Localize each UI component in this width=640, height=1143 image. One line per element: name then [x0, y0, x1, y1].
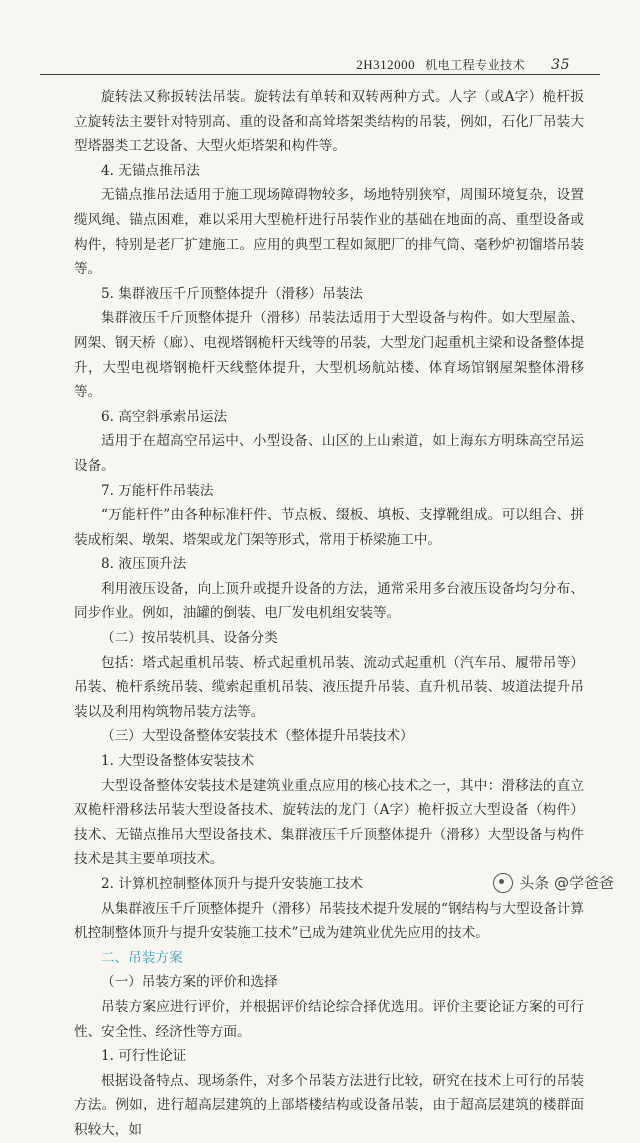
section-heading: 2. 计算机控制整体顶升与提升安装施工技术: [101, 876, 363, 892]
header-rule: [40, 74, 600, 75]
page-number: 35: [551, 57, 570, 73]
body-paragraph: 根据设备特点、现场条件，对多个吊装方法进行比较，研究在技术上可行的吊装方法。例如，进行超高层建筑的上部塔楼结构或设备吊装，由于超高层建筑的楼群面积较大，如: [74, 1072, 584, 1138]
header-block: [356, 56, 570, 73]
body-paragraph: 集群液压千斤顶整体提升（滑移）吊装法适用于大型设备与构件。如大型屋盖、网架、钢天桥（廊）、电视塔钢桅杆天线等的吊装，大型龙门起重机主梁和设备整体提升，大型电视塔钢桅杆天线整体提升，大型机场航站楼、体育场馆钢屋架整体滑移等。: [74, 310, 584, 401]
page-body: [74, 85, 584, 1143]
header-title: 机电工程专业技术: [425, 58, 526, 72]
body-paragraph: 无锚点推吊法适用于施工现场障碍物较多，场地特别狭窄，周围环境复杂，设置缆风绳、锚点困难，难以采用大型桅杆进行吊装作业的基础在地面的高、重型设备或构件，特别是老厂扩建施工。应用的典型工程如氮肥厂的排气筒、毫秒炉初馏塔吊装等。: [74, 187, 584, 278]
section-heading: 7. 万能杆件吊装法: [101, 482, 214, 499]
header-code: 2H312000: [356, 57, 416, 72]
body-paragraph: “万能杆件”由各种标准杆件、节点板、缀板、填板、支撑靴组成。可以组合、拼装成桁架、墩架、塔架或龙门架等形式，常用于桥梁施工中。: [74, 507, 584, 548]
section-heading: （三）大型设备整体安装技术（整体提升吊装技术）: [101, 728, 414, 745]
section-heading: 4. 无锚点推吊法: [101, 162, 200, 179]
section-heading: 1. 可行性论证: [101, 1048, 187, 1065]
section-heading: （二）按吊装机具、设备分类: [101, 630, 278, 647]
body-paragraph: 吊装方案应进行评价，并根据评价结论综合择优选用。评价主要论证方案的可行性、安全性、经济性等方面。: [74, 998, 584, 1040]
section-heading: 8. 液压顶升法: [101, 556, 187, 573]
running-header: [0, 56, 640, 80]
toutiao-logo-icon: [493, 873, 513, 893]
section-heading: （一）吊装方案的评价和选择: [101, 974, 278, 991]
section-heading: 5. 集群液压千斤顶整体提升（滑移）吊装法: [101, 285, 363, 302]
watermark-text: 头条 @学爸爸: [519, 874, 614, 892]
body-paragraph: 利用液压设备，向上顶升或提升设备的方法，通常采用多台液压设备均匀分布、同步作业。例如，油罐的倒装、电厂发电机组安装等。: [74, 580, 584, 622]
body-paragraph: 大型设备整体安装技术是建筑业重点应用的核心技术之一，其中：滑移法的直立双桅杆滑移法吊装大型设备技术、旋转法的龙门（A字）桅杆扳立大型设备（构件）技术、无锚点推吊大型设备技术、集群液压千斤顶整体提升（滑移）大型设备与构件技术是其主要单项技术。: [74, 777, 584, 868]
section-heading: 1. 大型设备整体安装技术: [101, 753, 255, 770]
body-paragraph: 旋转法又称扳转法吊装。旋转法有单转和双转两种方式。人字（或A字）桅杆扳立旋转法主要针对特别高、重的设备和高耸塔架类结构的吊装，例如，石化厂吊装大型塔器类工艺设备、大型火炬塔架和构件等。: [74, 89, 584, 155]
body-paragraph: 从集群液压千斤顶整体提升（滑移）吊装技术提升发展的“钢结构与大型设备计算机控制整体顶升与提升安装施工技术”已成为建筑业优先应用的技术。: [74, 900, 584, 942]
section-heading: 二、吊装方案: [101, 949, 183, 966]
section-heading: 6. 高空斜承索吊运法: [101, 408, 228, 425]
body-paragraph: 包括：塔式起重机吊装、桥式起重机吊装、流动式起重机（汽车吊、履带吊等）吊装、桅杆系统吊装、缆索起重机吊装、液压提升吊装、直升机吊装、坡道法提升吊装以及利用构筑物吊装方法等。: [74, 654, 584, 720]
body-paragraph: 适用于在超高空吊运中、小型设备、山区的上山索道，如上海东方明珠高空吊运设备。: [74, 433, 584, 474]
watermark: [493, 872, 614, 893]
